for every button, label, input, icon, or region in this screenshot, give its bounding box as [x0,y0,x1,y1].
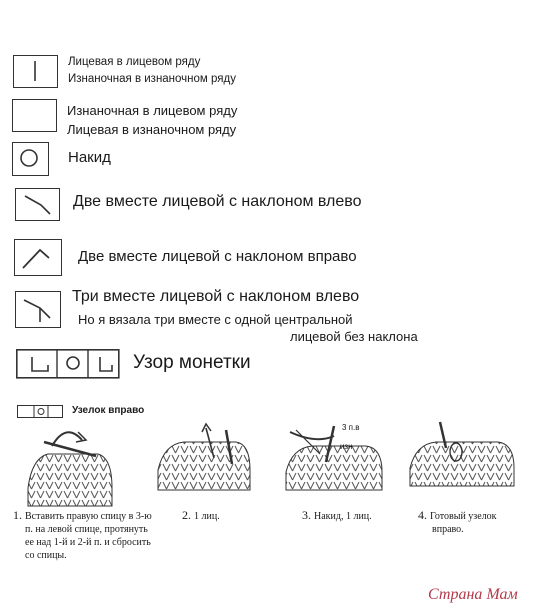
legend-line: Изнаночная в лицевом ряду [67,103,238,118]
legend-text-1 [68,54,236,88]
arrow-label: 3 п.в [342,423,360,432]
step-4-caption: 4. Готовый узелок вправо. [418,508,497,535]
step-3-caption: 3. Накид, 1 лиц. [302,508,372,522]
legend-line: Изнаночная в изнаночном ряду [68,73,236,85]
arrow-label: изн [340,442,353,451]
legend-text-6-note: Но я вязала три вместе с одной центральной [78,312,353,327]
legend-text-6-note: лицевой без наклона [290,329,418,344]
empty-square-icon [12,99,57,132]
vertical-line-icon [13,55,58,88]
step-3-sketch [286,426,382,490]
legend-text-5: Две вместе лицевой с наклоном вправо [78,248,357,265]
legend-text-4: Две вместе лицевой с наклоном влево [73,193,362,210]
legend-line: Лицевая в изнаночном ряду [67,122,237,137]
step-4-sketch [410,422,514,486]
legend-text-6-title: Три вместе лицевой с наклоном влево [72,288,360,305]
illustration-title: Узелок вправо [72,405,145,416]
coin-pattern-icon [16,349,120,379]
legend-text-3: Накид [68,149,111,166]
circle-icon [12,142,49,176]
k2tog-left-icon [15,188,60,221]
k3tog-left-icon [15,291,61,328]
step-2-sketch [158,424,250,490]
step-2-caption: 2. 1 лиц. [182,508,220,522]
legend-text-7: Узор монетки [133,352,251,373]
watermark-text: Страна Мам [428,586,518,603]
step-1-sketch [28,432,112,506]
small-coin-icon [17,405,63,418]
step-1-caption: 1. Вставить правую спицу в 3-ю п. на левой спице, протянуть ее над 1-й и 2-й п. и сбросить со спицы. [13,508,152,561]
k2tog-right-icon [14,239,62,276]
legend-line: Лицевая в лицевом ряду [68,56,201,68]
legend-text-2 [67,101,237,139]
